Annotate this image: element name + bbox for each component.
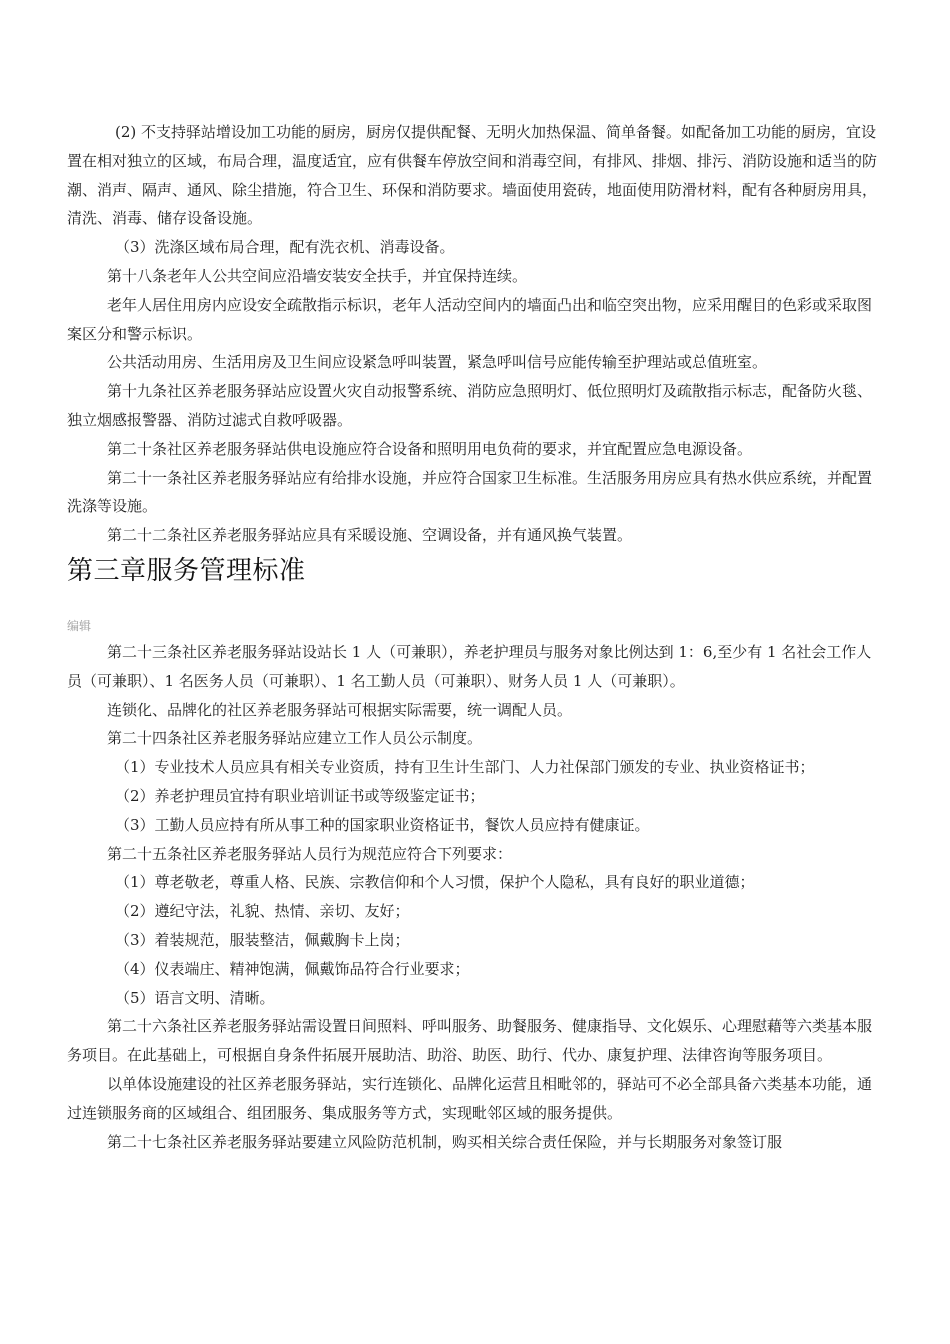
paragraph-article-21: 第二十一条社区养老服务驿站应有给排水设施，并应符合国家卫生标准。生活服务用房应具有热水供应系统，并配置洗涤等设施。 [67, 468, 873, 516]
list-item-conduct-2: （2）遵纪守法，礼貌、热情、亲切、友好； [115, 902, 410, 921]
paragraph-article-26: 第二十六条社区养老服务驿站需设置日间照料、呼叫服务、助餐服务、健康指导、文化娱乐、心理慰藉等六类基本服务项目。在此基础上，可根据自身条件拓展开展助洁、助浴、助医、助行、代办、康复护理、法律咨询等服务项目。 [67, 1017, 873, 1065]
paragraph-article-20: 第二十条社区养老服务驿站供电设施应符合设备和照明用电负荷的要求，并宜配置应急电源设备。 [107, 439, 753, 458]
paragraph-staff-allocation: 连锁化、品牌化的社区养老服务驿站可根据实际需要，统一调配人员。 [107, 700, 573, 719]
paragraph-article-19: 第十九条社区养老服务驿站应设置火灾自动报警系统、消防应急照明灯、低位照明灯及疏散指示标志，配备防火毯、独立烟感报警器、消防过滤式自救呼吸器。 [67, 382, 873, 429]
paragraph-article-23: 第二十三条社区养老服务驿站设站长 1 人（可兼职），养老护理员与服务对象比例达到 1：6,至少有 1 名社会工作人员（可兼职）、1 名医务人员（可兼职）、1 名工勤人员（可兼职）、财务人员 1 人（可兼职）。 [67, 642, 872, 690]
paragraph-emergency-call: 公共活动用房、生活用房及卫生间应设紧急呼叫装置，紧急呼叫信号应能传输至护理站或总值班室。 [107, 353, 768, 372]
document-page [67, 118, 883, 1156]
list-item-conduct-5: （5）语言文明、清晰。 [115, 988, 275, 1007]
paragraph-laundry: （3）洗涤区域布局合理，配有洗衣机、消毒设备。 [115, 238, 455, 257]
chapter-title: 第三章服务管理标准 [67, 555, 306, 586]
list-item-qualification-1: （1）专业技术人员应具有相关专业资质，持有卫生计生部门、人力社保部门颁发的专业、执业资格证书； [115, 758, 815, 777]
list-item-conduct-1: （1）尊老敬老，尊重人格、民族、宗教信仰和个人习惯，保护个人隐私，具有良好的职业道德； [115, 873, 755, 892]
paragraph-article-18: 第十八条老年人公共空间应沿墙安装安全扶手，并宜保持连续。 [107, 266, 528, 285]
paragraph-kitchen: (2) 不支持驿站增设加工功能的厨房，厨房仅提供配餐、无明火加热保温、简单备餐。如配备加工功能的厨房，宜设置在相对独立的区域，布局合理，温度适宜，应有供餐车停放空间和消毒空间，有排风、排烟、排污、消防设施和适当的防潮、消声、隔声、通风、除尘措施，符合卫生、环保和消防要求。墙面使用瓷砖，地面使用防滑材料，配有各种厨房用具，清洗、消毒、储存设备设施。 [67, 123, 878, 228]
paragraph-article-24: 第二十四条社区养老服务驿站应建立工作人员公示制度。 [107, 729, 483, 748]
list-item-qualification-3: （3）工勤人员应持有所从事工种的国家职业资格证书，餐饮人员应持有健康证。 [115, 815, 650, 834]
list-item-qualification-2: （2）养老护理员宜持有职业培训证书或等级鉴定证书； [115, 786, 485, 805]
paragraph-article-25: 第二十五条社区养老服务驿站人员行为规范应符合下列要求： [107, 844, 513, 863]
list-item-conduct-3: （3）着装规范，服装整洁，佩戴胸卡上岗； [115, 930, 410, 949]
paragraph-article-27: 第二十七条社区养老服务驿站要建立风险防范机制，购买相关综合责任保险，并与长期服务对象签订服 [107, 1132, 783, 1151]
edit-link[interactable]: 编辑 [67, 618, 92, 633]
paragraph-article-22: 第二十二条社区养老服务驿站应具有采暖设施、空调设备，并有通风换气装置。 [107, 526, 633, 545]
list-item-conduct-4: （4）仪表端庄、精神饱满，佩戴饰品符合行业要求； [115, 959, 470, 978]
paragraph-single-facility: 以单体设施建设的社区养老服务驿站，实行连锁化、品牌化运营且相毗邻的，驿站可不必全部具备六类基本功能，通过连锁服务商的区域组合、组团服务、集成服务等方式，实现毗邻区域的服务提供。 [67, 1074, 873, 1122]
paragraph-evacuation-signs: 老年人居住用房内应设安全疏散指示标识，老年人活动空间内的墙面凸出和临空突出物，应采用醒目的色彩或采取图案区分和警示标识。 [67, 295, 873, 343]
